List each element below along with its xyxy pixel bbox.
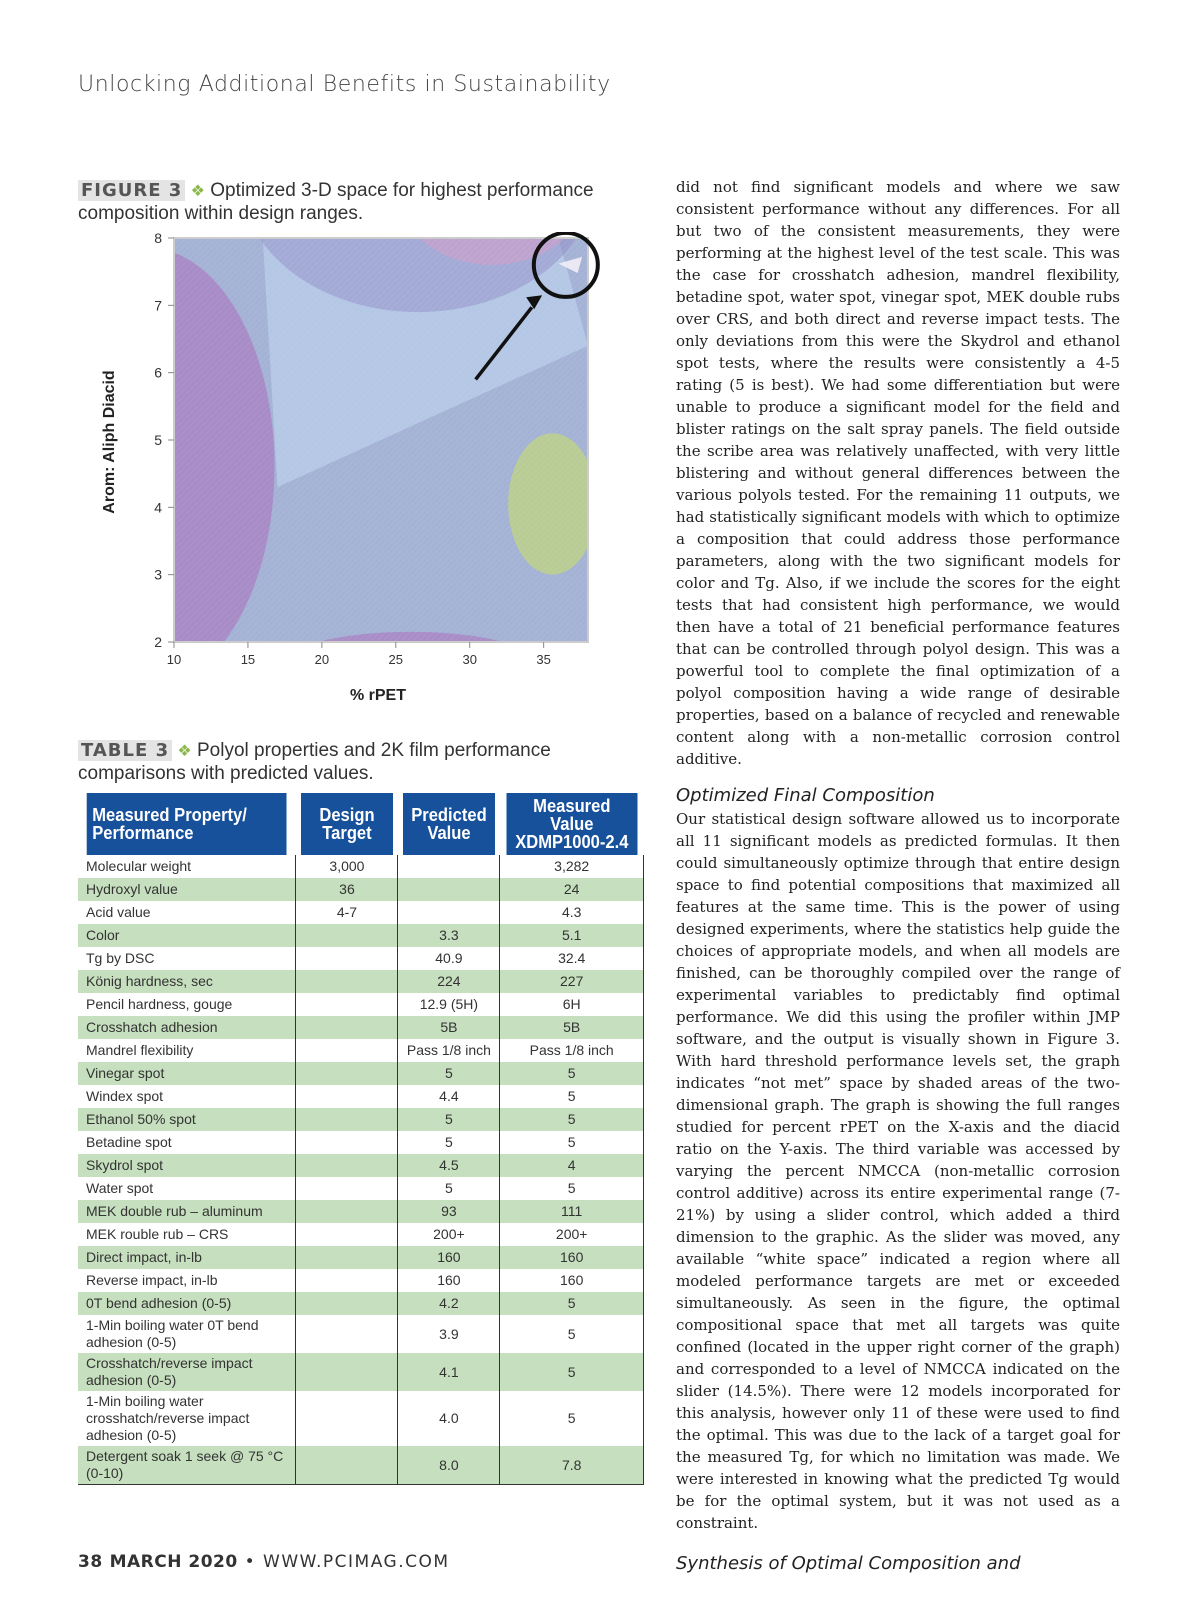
header-design-target: Design Target	[300, 793, 394, 855]
y-tick-label: 3	[154, 566, 162, 583]
figure-label: FIGURE 3	[78, 180, 185, 201]
cell-design-target	[296, 1108, 398, 1131]
cell-measured-value: 5	[500, 1177, 644, 1200]
table-row	[78, 1062, 644, 1085]
y-tick-label: 6	[154, 364, 162, 381]
page-footer	[78, 1552, 450, 1572]
header-property: Measured Property/ Performance	[87, 793, 288, 855]
cell-measured-value: 4	[500, 1154, 644, 1177]
x-tick-label: 20	[314, 652, 330, 667]
cell-design-target	[296, 947, 398, 970]
cell-design-target	[296, 993, 398, 1016]
figure-3-chart	[78, 232, 644, 712]
cell-measured-value: 160	[500, 1246, 644, 1269]
cell-property: Acid value	[78, 901, 296, 924]
cell-measured-value: Pass 1/8 inch	[500, 1039, 644, 1062]
cell-predicted-value: 3.9	[398, 1315, 500, 1353]
table-row	[78, 1108, 644, 1131]
cell-property: Ethanol 50% spot	[78, 1108, 296, 1131]
table-row	[78, 1246, 644, 1269]
header-predicted-value: Predicted Value	[402, 793, 496, 855]
cell-predicted-value	[398, 878, 500, 901]
cell-property: Crosshatch adhesion	[78, 1016, 296, 1039]
cell-measured-value: 160	[500, 1269, 644, 1292]
cell-design-target	[296, 1016, 398, 1039]
cell-property: MEK rouble rub – CRS	[78, 1223, 296, 1246]
x-tick-label: 10	[166, 652, 182, 667]
running-title: Unlocking Additional Benefits in Sustainability	[78, 72, 611, 97]
cell-property: Tg by DSC	[78, 947, 296, 970]
cell-measured-value: 111	[500, 1200, 644, 1223]
cell-predicted-value: 4.4	[398, 1085, 500, 1108]
x-axis-label: % rPET	[349, 687, 407, 704]
cell-predicted-value: 5	[398, 1062, 500, 1085]
cell-measured-value: 24	[500, 878, 644, 901]
cell-property: MEK double rub – aluminum	[78, 1200, 296, 1223]
table-row	[78, 970, 644, 993]
y-tick-label: 7	[154, 297, 162, 314]
cell-predicted-value: 160	[398, 1269, 500, 1292]
issue-date: MARCH 2020	[109, 1552, 238, 1572]
cell-measured-value: 200+	[500, 1223, 644, 1246]
cell-property: Detergent soak 1 seek @ 75 °C (0-10)	[78, 1446, 296, 1485]
y-tick-label: 8	[154, 232, 162, 246]
page-number: 38	[78, 1552, 103, 1572]
cell-design-target	[296, 1353, 398, 1391]
table-row	[78, 1391, 644, 1446]
cell-predicted-value: 40.9	[398, 947, 500, 970]
table-row	[78, 1177, 644, 1200]
x-tick-label: 15	[240, 652, 256, 667]
table-row	[78, 1292, 644, 1315]
cell-property: 0T bend adhesion (0-5)	[78, 1292, 296, 1315]
cell-property: Water spot	[78, 1177, 296, 1200]
table-row	[78, 1200, 644, 1223]
cell-property: Mandrel flexibility	[78, 1039, 296, 1062]
cell-predicted-value: 224	[398, 970, 500, 993]
x-tick-label: 35	[536, 652, 551, 667]
cell-predicted-value	[398, 855, 500, 878]
cell-predicted-value: 8.0	[398, 1446, 500, 1485]
cell-measured-value: 5	[500, 1108, 644, 1131]
cell-predicted-value: 4.1	[398, 1353, 500, 1391]
cell-design-target	[296, 970, 398, 993]
table-row	[78, 1016, 644, 1039]
cell-property: Pencil hardness, gouge	[78, 993, 296, 1016]
cell-predicted-value: 3.3	[398, 924, 500, 947]
table-caption	[78, 740, 644, 785]
texture-overlay	[174, 238, 588, 642]
cell-design-target	[296, 1269, 398, 1292]
cell-predicted-value: 160	[398, 1246, 500, 1269]
body-paragraph: Our statistical design software allowed us to incorporate all 11 significant models as predicted formulas. It then could simultaneously optimize through that entire design space to find potential compositions that maximized all features at the same time. This is the power of using designed experiments, where the statistics help guide the choices of appropriate models, and when all models are finished, can be thoroughly compiled over the range of experimental variables to predictably find optimal performance. We did this using the profiler within JMP software, and the output is visually shown in Figure 3. With hard threshold performance levels set, the graph indicates “not met” space by shaded areas of the two-dimensional graph. The graph is showing the full ranges studied for percent rPET on the X-axis and the diacid ratio on the Y-axis. The third variable was accessed by varying the percent NMCCA (non-metallic corrosion control additive) across its entire experimental range (7-21%) by using a slider control, which added a third dimension to the graphic. As the slider was moved, any available “white space” indicated a region where all modeled performance targets are met or exceeded simultaneously. As seen in the figure, the optimal compositional space that met all targets was quite confined (located in the upper right corner of the graph) and corresponded to a level of NMCCA indicated on the slider (14.5%). There were 12 models incorporated for this analysis, however only 11 of these were used to find the optimal. This was due to the lack of a target goal for the measured Tg, for which no limitation was made. We were interested in knowing what the predicted Tg would be for the optimal system, but it was not used as a constraint.	[676, 810, 1120, 1532]
cell-design-target	[296, 1131, 398, 1154]
cell-design-target	[296, 1246, 398, 1269]
cell-predicted-value: 93	[398, 1200, 500, 1223]
cell-predicted-value: 4.5	[398, 1154, 500, 1177]
cell-measured-value: 6H	[500, 993, 644, 1016]
diamond-icon: ❖	[190, 183, 205, 200]
cell-design-target	[296, 1446, 398, 1485]
cell-property: Windex spot	[78, 1085, 296, 1108]
cell-predicted-value: 5B	[398, 1016, 500, 1039]
cell-design-target	[296, 1177, 398, 1200]
cell-property: Color	[78, 924, 296, 947]
site-url: WWW.PCIMAG.COM	[263, 1552, 450, 1572]
cell-design-target	[296, 924, 398, 947]
cell-predicted-value: Pass 1/8 inch	[398, 1039, 500, 1062]
table-row	[78, 947, 644, 970]
y-tick-label: 2	[154, 634, 162, 650]
cell-property: Betadine spot	[78, 1131, 296, 1154]
cell-design-target	[296, 1315, 398, 1353]
table-row	[78, 901, 644, 924]
cell-predicted-value: 4.0	[398, 1391, 500, 1446]
table-row	[78, 924, 644, 947]
cell-design-target: 4-7	[296, 901, 398, 924]
table-row	[78, 1154, 644, 1177]
right-column	[676, 176, 1120, 1576]
table-row	[78, 1085, 644, 1108]
x-tick-label: 30	[462, 652, 477, 667]
table-row	[78, 1315, 644, 1353]
header-measured-value: Measured Value XDMP1000-2.4	[506, 793, 638, 855]
cell-measured-value: 5.1	[500, 924, 644, 947]
y-tick-label: 5	[154, 432, 162, 448]
cell-measured-value: 7.8	[500, 1446, 644, 1485]
cell-property: 1-Min boiling water crosshatch/reverse impact adhesion (0-5)	[78, 1391, 296, 1446]
cell-measured-value: 5	[500, 1062, 644, 1085]
section-heading: Optimized Final Composition	[676, 785, 935, 806]
cell-design-target	[296, 1223, 398, 1246]
cell-measured-value: 5	[500, 1131, 644, 1154]
table-header-row	[78, 793, 644, 855]
table-row	[78, 1353, 644, 1391]
cell-property: König hardness, sec	[78, 970, 296, 993]
y-axis-label: Arom: Aliph Diacid	[101, 370, 118, 514]
table-row	[78, 855, 644, 878]
cell-measured-value: 227	[500, 970, 644, 993]
cell-measured-value: 4.3	[500, 901, 644, 924]
cell-measured-value: 5B	[500, 1016, 644, 1039]
cell-design-target	[296, 1154, 398, 1177]
table-label: TABLE 3	[78, 740, 172, 761]
cell-design-target	[296, 1200, 398, 1223]
cell-design-target	[296, 1391, 398, 1446]
table-row	[78, 1269, 644, 1292]
cell-measured-value: 5	[500, 1391, 644, 1446]
section-heading: Synthesis of Optimal Composition and	[676, 1553, 1021, 1574]
cell-predicted-value: 5	[398, 1108, 500, 1131]
figure-title: Optimized 3-D space for highest performance composition within design ranges.	[78, 180, 594, 224]
table-row	[78, 1131, 644, 1154]
y-tick-label: 4	[154, 499, 162, 516]
table-row	[78, 1223, 644, 1246]
cell-design-target: 3,000	[296, 855, 398, 878]
cell-measured-value: 5	[500, 1292, 644, 1315]
footer-separator: •	[244, 1552, 257, 1572]
cell-predicted-value	[398, 901, 500, 924]
cell-measured-value: 3,282	[500, 855, 644, 878]
cell-property: Direct impact, in-lb	[78, 1246, 296, 1269]
cell-predicted-value: 5	[398, 1131, 500, 1154]
cell-predicted-value: 200+	[398, 1223, 500, 1246]
table-row	[78, 1039, 644, 1062]
cell-measured-value: 5	[500, 1353, 644, 1391]
cell-design-target	[296, 1039, 398, 1062]
properties-table	[78, 793, 644, 1485]
cell-predicted-value: 5	[398, 1177, 500, 1200]
table-row	[78, 993, 644, 1016]
cell-design-target	[296, 1062, 398, 1085]
table-row	[78, 878, 644, 901]
cell-predicted-value: 4.2	[398, 1292, 500, 1315]
cell-property: Reverse impact, in-lb	[78, 1269, 296, 1292]
cell-predicted-value: 12.9 (5H)	[398, 993, 500, 1016]
table-title: Polyol properties and 2K film performance comparisons with predicted values.	[78, 740, 551, 784]
table-row	[78, 1446, 644, 1485]
cell-property: Vinegar spot	[78, 1062, 296, 1085]
cell-design-target: 36	[296, 878, 398, 901]
cell-property: Crosshatch/reverse impact adhesion (0-5)	[78, 1353, 296, 1391]
cell-property: Hydroxyl value	[78, 878, 296, 901]
cell-property: Skydrol spot	[78, 1154, 296, 1177]
cell-property: Molecular weight	[78, 855, 296, 878]
cell-design-target	[296, 1085, 398, 1108]
figure-caption	[78, 180, 644, 225]
cell-property: 1-Min boiling water 0T bend adhesion (0-5)	[78, 1315, 296, 1353]
x-tick-label: 25	[388, 652, 404, 667]
cell-measured-value: 32.4	[500, 947, 644, 970]
left-column	[78, 180, 644, 1481]
cell-measured-value: 5	[500, 1315, 644, 1353]
cell-design-target	[296, 1292, 398, 1315]
body-paragraph: did not find significant models and where we saw consistent performance without any differences. For all but two of the consistent measurements, they were performing at the highest level of the test scale. This was the case for crosshatch adhesion, mandrel flexibility, betadine spot, water spot, vinegar spot, MEK double rubs over CRS, and both direct and reverse impact tests. The only deviations from this were the Skydrol and ethanol spot tests, where the results were consistently a 4-5 rating (5 is best). We had some differentiation but were unable to produce a significant model for the field and blister ratings on the salt spray panels. The field outside the scribe area was relatively unaffected, with very little blistering and without general differences between the various polyols tested. For the remaining 11 outputs, we had statistically significant models with which to optimize a composition that could address those performance parameters, along with the two significant models for color and Tg. Also, if we include the scores for the eight tests that had consistent high performance, we would then have a total of 21 beneficial performance features that can be controlled through polyol design. This was a powerful tool to complete the final optimization of a polyol composition having a wide range of desirable properties, based on a balance of recycled and renewable content along with a non-metallic corrosion control additive.	[676, 178, 1120, 768]
cell-measured-value: 5	[500, 1085, 644, 1108]
diamond-icon: ❖	[177, 743, 192, 760]
